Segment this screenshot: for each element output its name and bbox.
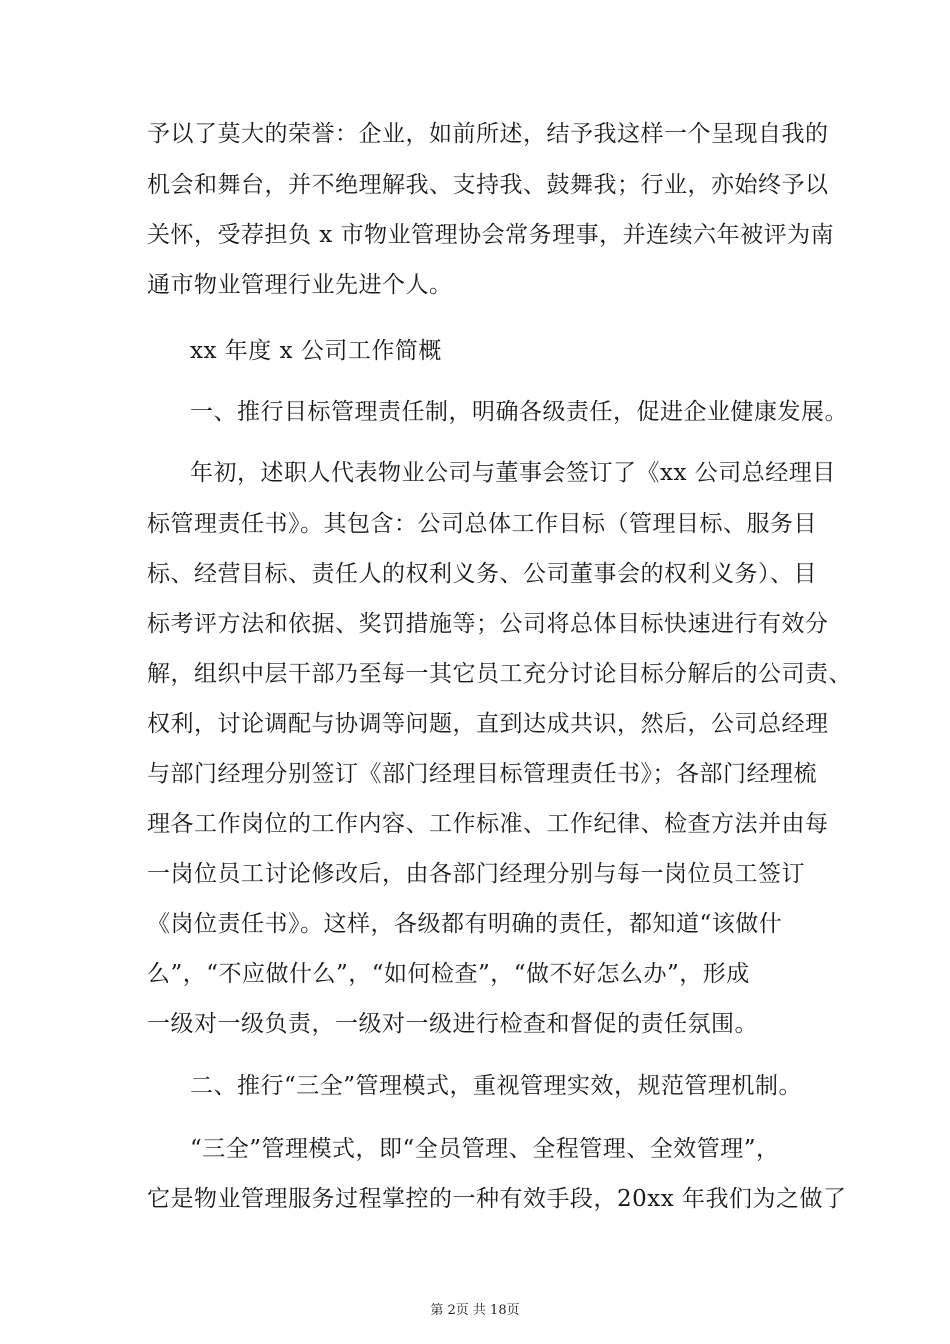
text-line: 么”，“不应做什么”，“如何检查”，“做不好怎么办”，形成	[147, 961, 750, 987]
text-line: “三全”管理模式，即“全员管理、全程管理、全效管理”，	[190, 1136, 780, 1162]
text-line: 机会和舞台，并不绝理解我、支持我、鼓舞我；行业，亦始终予以	[147, 172, 829, 198]
text-line: 一岗位员工讨论修改后，由各部门经理分别与每一岗位员工签订	[147, 861, 805, 887]
section-title: xx 年度 x 公司工作简概	[190, 338, 442, 364]
text-line: 通市物业管理行业先进个人。	[147, 272, 453, 298]
text-line: 标考评方法和依据、奖罚措施等；公司将总体目标快速进行有效分	[147, 611, 829, 637]
text-line: 与部门经理分别签订《部门经理目标管理责任书》；各部门经理梳	[147, 761, 817, 787]
text-line: 标管理责任书》。其包含：公司总体工作目标（管理目标、服务目	[147, 511, 817, 537]
text-line: 它是物业管理服务过程掌控的一种有效手段，20xx 年我们为之做了	[147, 1186, 847, 1212]
text-line: 予以了莫大的荣誉：企业，如前所述，结予我这样一个呈现自我的	[147, 121, 829, 147]
text-line: 年初，述职人代表物业公司与董事会签订了《xx 公司总经理目	[190, 460, 836, 486]
text-line: 关怀，受荐担负 x 市物业管理协会常务理事，并连续六年被评为南	[147, 222, 835, 248]
text-line: 一级对一级负责，一级对一级进行检查和督促的责任氛围。	[147, 1011, 758, 1037]
section-heading: 一、推行目标管理责任制，明确各级责任，促进企业健康发展。	[190, 399, 848, 425]
text-line: 权利，讨论调配与协调等问题，直到达成共识，然后，公司总经理	[147, 711, 829, 737]
text-line: 标、经营目标、责任人的权利义务、公司董事会的权利义务）、目	[147, 561, 817, 587]
text-line: 解，组织中层干部乃至每一其它员工充分讨论目标分解后的公司责、	[147, 661, 852, 687]
section-heading: 二、推行“三全”管理模式，重视管理实效，规范管理机制。	[190, 1073, 803, 1099]
page-number: 第 2页 共 18页	[430, 1303, 520, 1318]
text-line: 《岗位责任书》。这样，各级都有明确的责任，都知道“该做什	[147, 911, 783, 937]
text-line: 理各工作岗位的工作内容、工作标准、工作纪律、检查方法并由每	[147, 811, 829, 837]
